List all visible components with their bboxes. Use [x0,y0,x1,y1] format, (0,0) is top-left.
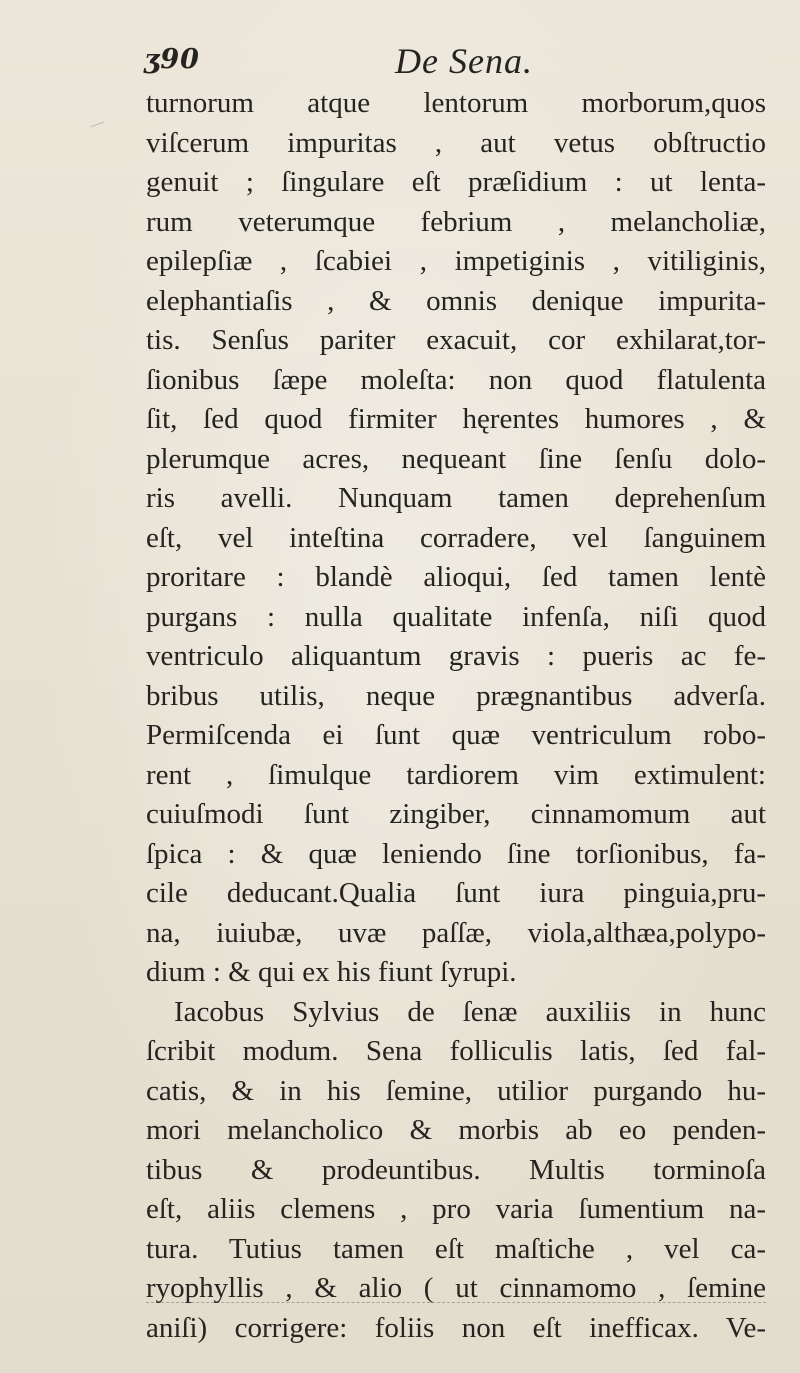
text-line: ſpica : & quæ leniendo ſine torſionibus, fa- [146,837,766,870]
text-line: cuiuſmodi ſunt zingiber, cinnamomum aut [146,798,766,830]
text-line: genuit ; ſingulare eſt præſidium : ut lenta- [146,166,766,198]
text-line: rum veterumque febrium , melancholiæ, [146,205,766,238]
text-line: Permiſcenda ei ſunt quæ ventriculum robo- [146,719,766,751]
text-line: ventriculo aliquantum gravis : pueris ac fe- [146,640,766,672]
text-line: tibus & prodeuntibus. Multis torminoſa [146,1153,766,1186]
text-line: proritare : blandè alioqui, ſed tamen lentè [146,561,766,593]
text-line: elephantiaſis , & omnis denique impurita- [146,284,766,317]
body-text [146,84,766,1348]
text-line: ſcribit modum. Sena folliculis latis, ſed fal- [146,1035,766,1067]
text-line: cile deducant.Qualia ſunt iura pinguia,pru- [146,877,766,909]
text-line: na, iuiubæ, uvæ paſſæ, viola,althæa,polypo- [146,916,766,949]
text-line: tura. Tutius tamen eſt maſtiche , vel ca- [146,1232,766,1265]
text-line: epilepſiæ , ſcabiei , impetiginis , vitiliginis, [146,245,766,277]
text-line: eſt, vel inteſtina corradere, vel ſanguinem [146,521,766,554]
text-line: bribus utilis, neque prægnantibus adverſa. [146,679,766,712]
text-line: dium : & qui ex his fiunt ſyrupi. [146,956,517,988]
text-line: ryophyllis , & alio ( ut cinnamomo , ſemine [146,1272,766,1304]
text-line: catis, & in his ſemine, utilior purgando hu- [146,1074,766,1107]
page-number: ʒ90 [144,44,200,75]
bottom-rule [146,1302,766,1303]
text-line: ſionibus ſæpe moleſta: non quod flatulenta [146,363,766,396]
text-line: ſit, ſed quod firmiter hęrentes humores , & [146,403,766,435]
text-line: viſcerum impuritas , aut vetus obſtructio [146,126,766,159]
text-line: ris avelli. Nunquam tamen deprehenſum [146,482,766,514]
page-header [140,40,660,90]
text-line: eſt, aliis clemens , pro varia ſumentium na- [146,1193,766,1225]
text-line: Iacobus Sylvius de ſenæ auxiliis in hunc [174,995,766,1028]
text-line: turnorum atque lentorum morborum,quos [146,87,766,119]
text-line: aniſi) corrigere: foliis non eſt inefficax. Ve- [146,1311,766,1344]
text-line: purgans : nulla qualitate infenſa, niſi quod [146,600,766,633]
margin-mark [90,122,103,128]
text-line: tis. Senſus pariter exacuit, cor exhilarat,tor- [146,324,766,356]
running-head: De Sena. [395,41,533,81]
text-line: rent , ſimulque tardiorem vim extimulent: [146,758,766,791]
text-line: mori melancholico & morbis ab eo penden- [146,1114,766,1146]
text-line: plerumque acres, nequeant ſine ſenſu dolo- [146,442,766,475]
